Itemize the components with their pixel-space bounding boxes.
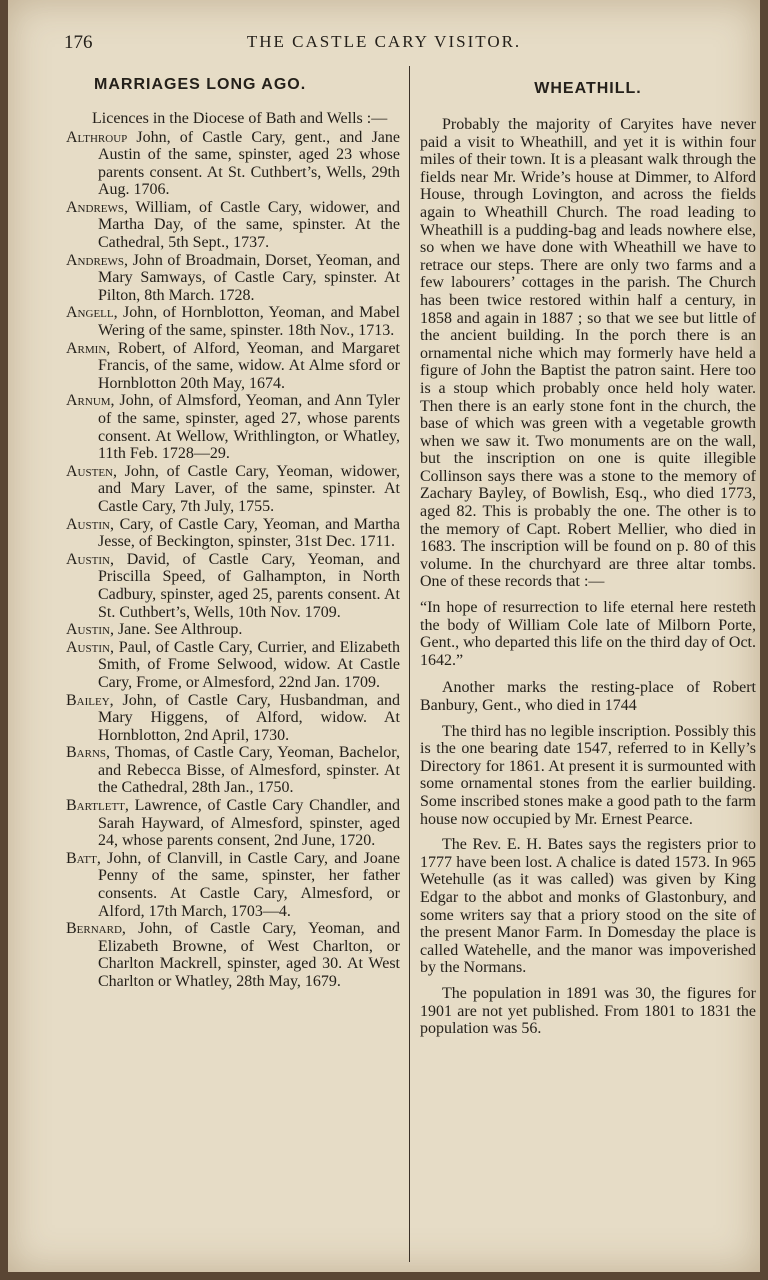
entry-surname: Austin, (66, 515, 114, 533)
entry-text: Jane. See Althroup. (113, 621, 243, 639)
article-paragraph: The population in 1891 was 30, the figures for 1901 are not yet published. From 1801 to 1831 the population was 56. (420, 984, 756, 1038)
marriage-entry (66, 516, 400, 551)
entry-surname: Bailey, (66, 691, 114, 709)
marriage-entry (66, 744, 400, 797)
entry-text: John, of Castle Cary, Husbandman, and Mary Higgens, of Alford, widow. At Hornblotton, 2nd April, 1730. (98, 691, 400, 744)
marriage-entry (66, 252, 400, 305)
entry-text: John of Broadmain, Dorset, Yeoman, and Mary Samways, of Castle Cary, spinster. At Pilton, 8th March. 1728. (98, 251, 400, 304)
wheathill-title: WHEATHILL. (534, 80, 642, 97)
entry-surname: Armin, (66, 339, 111, 357)
entry-text: John, of Castle Cary, Yeoman, and Elizabeth Browne, of West Charlton, or Charlton Mackrell, spinster, aged 30. At West Charlton or Whatley, 28th May, 1679. (98, 920, 400, 990)
entry-text: Lawrence, of Castle Cary Chandler, and Sarah Hayward, of Almesford, spinster, aged 24, whose parents consent, 2nd June, 1720. (98, 797, 400, 850)
entry-surname: Bartlett, (66, 797, 129, 815)
entry-surname: Austen, (66, 462, 117, 480)
left-column (66, 64, 400, 991)
marriage-entries (66, 129, 400, 991)
marriages-title: MARRIAGES LONG AGO. (94, 76, 307, 93)
licences-intro: Licences in the Diocese of Bath and Wells :— (92, 110, 388, 127)
article-paragraph: Another marks the resting-place of Robert Banbury, Gent., who died in 1744 (420, 679, 756, 714)
entry-surname: Barns, (66, 744, 111, 762)
entry-text: John, of Castle Cary, Yeoman, widower, and Mary Laver, of the same, spinster. At Castle Cary, 7th July, 1755. (98, 462, 400, 515)
entry-surname: Austin, (66, 621, 114, 639)
entry-text: John, of Hornblotton, Yeoman, and Mabel Wering of the same, spinster. 18th Nov., 1713. (98, 304, 400, 340)
entry-surname: Andrews, (66, 198, 128, 216)
marriage-entry (66, 129, 400, 199)
page-number: 176 (64, 32, 93, 53)
marriage-entry (66, 199, 400, 252)
marriage-entry (66, 621, 400, 639)
entry-text: David, of Castle Cary, Yeoman, and Priscilla Speed, of Galhampton, in North Cadbury, spinster, aged 25, parents consent. At St. Cuthbert’s, Wells, 10th Nov. 1709. (98, 550, 400, 621)
article-paragraph: The Rev. E. H. Bates says the registers prior to 1777 have been lost. A chalice is dated 1573. In 965 Wetehulle (as it was called) was given by King Edgar to the abbot and monks of Glastonbury, and some writers say that a priory stood on the site of the present Manor Farm. In Domesday the place is called Watehelle, and the manor was impoverished by the Normans. (420, 836, 756, 977)
column-divider (409, 66, 410, 1262)
marriage-entry (66, 692, 400, 745)
marriage-entry (66, 797, 400, 850)
marriage-entry (66, 463, 400, 516)
entry-surname: Austin, (66, 550, 114, 568)
marriage-entry (66, 551, 400, 621)
entry-surname: Angell, (66, 304, 118, 322)
article-paragraph: The third has no legible inscription. Possibly this is the one bearing date 1547, referred to in Kelly’s Directory for 1861. At present it is surmounted with some ornamental stones from the earlier building. Some inscribed stones make a good path to the farm house now occupied by Mr. Ernest Pearce. (420, 722, 756, 828)
entry-text: John, of Clanvill, in Castle Cary, and Joane Penny of the same, spinster, her father consents. At Castle Cary, Almesford, or Alford, 17th March, 1703—4. (98, 849, 400, 920)
entry-surname: Althroup (66, 128, 128, 146)
book-page (8, 0, 760, 1272)
entry-surname: Austin, (66, 638, 114, 656)
marriage-entry (66, 639, 400, 692)
marriage-entry (66, 920, 400, 990)
marriage-entry (66, 340, 400, 393)
entry-text: John, of Almsford, Yeoman, and Ann Tyler of the same, spinster, aged 27, whose parents consent. At Wellow, Writhlington, or Whatley, 11th Feb. 1728—29. (98, 392, 400, 463)
entry-surname: Arnum, (66, 392, 115, 410)
right-column (420, 64, 756, 1046)
entry-text: William, of Castle Cary, widower, and Martha Day, of the same, spinster. At the Cathedral, 5th Sept., 1737. (98, 198, 400, 252)
entry-text: Thomas, of Castle Cary, Yeoman, Bachelor, and Rebecca Bisse, of Almesford, spinster. At the Cathedral, 28th Jan., 1750. (98, 744, 400, 797)
page-header (8, 28, 760, 58)
article-paragraph: Probably the majority of Caryites have never paid a visit to Wheathill, and yet it is within four miles of their town. It is a pleasant walk through the fields near Mr. Wride’s house at Dimmer, to Alford House, through Lovington, and across the fields again to Wheathill Church. The road leading to Wheathill is a pudding-bag and leads nowhere else, so when we have done with Wheathill we have to retrace our steps. There are only two farms and a few labourers’ cottages in the parish. The Church has been twice restored within half a century, in 1858 and again in 1887 ; so that we see but little of the ancient building. In the porch there is an ornamental niche which may formerly have held a figure of John the Baptist the patron saint. Here too is a stoup which probably once held holy water. Then there is an early stone font in the church, the base of which was green with a vegetable growth when we saw it. Two monuments are on the wall, but the inscription on one is quite illegible Collinson says there was a stone to the memory of Zachary Bayley, of Bowlish, Esq., who died 1773, aged 82. This is probably the one. The other is to the memory of Capt. Robert Mellier, who died in 1683. The inscription will be found on p. 80 of this volume. In the churchyard are three altar tombs. One of these records that :— (420, 116, 756, 591)
marriage-entry (66, 392, 400, 462)
entry-text: Paul, of Castle Cary, Currier, and Elizabeth Smith, of Frome Selwood, widow. At Castle Cary, Frome, or Almesford, 22nd Jan. 1709. (98, 638, 400, 691)
marriage-entry (66, 304, 400, 339)
entry-text: Cary, of Castle Cary, Yeoman, and Martha Jesse, of Beckington, spinster, 31st Dec. 1711. (98, 515, 400, 551)
running-title: THE CASTLE CARY VISITOR. (246, 32, 522, 51)
entry-surname: Batt, (66, 849, 101, 867)
epitaph-quote: “In hope of resurrection to life eternal here resteth the body of William Cole late of Milborn Porte, Gent., who departed this life on the third day of Oct. 1642.” (420, 599, 756, 669)
entry-surname: Bernard, (66, 920, 126, 938)
marriage-entry (66, 850, 400, 920)
entry-surname: Andrews, (66, 251, 128, 269)
entry-text: Robert, of Alford, Yeoman, and Margaret Francis, of the same, widow. At Alme sford or Hornblotton 20th May, 1674. (98, 339, 400, 392)
entry-text: John, of Castle Cary, gent., and Jane Austin of the same, spinster, aged 23 whose parents consent. At St. Cuthbert’s, Wells, 29th Aug. 1706. (98, 128, 400, 199)
